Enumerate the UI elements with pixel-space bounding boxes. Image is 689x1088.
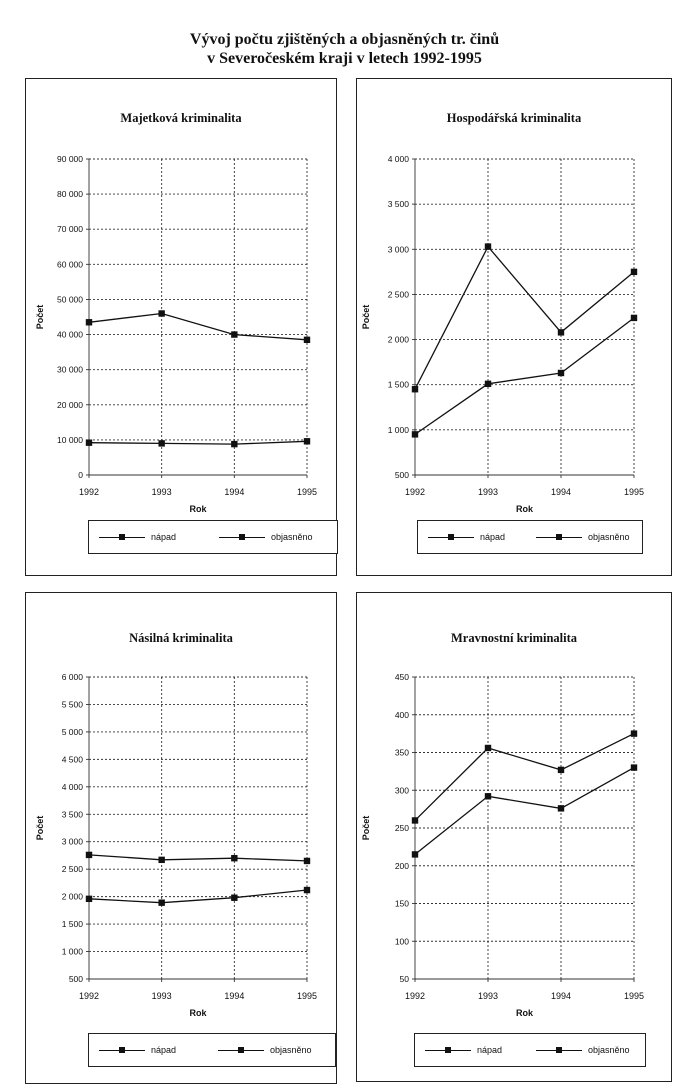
legend-label: nápad <box>151 1045 177 1055</box>
x-tick-label: 1993 <box>477 991 499 1001</box>
chart-panel-3 <box>25 592 337 1084</box>
data-point-1 <box>412 817 418 823</box>
x-axis-title: Rok <box>189 1008 207 1018</box>
chart-title: Hospodářská kriminalita <box>446 111 582 125</box>
legend-line-icon <box>99 1050 145 1051</box>
legend-marker-icon <box>119 534 125 540</box>
x-tick-label: 1995 <box>623 487 645 497</box>
legend-marker-icon <box>556 534 562 540</box>
x-tick-label: 1993 <box>151 487 172 497</box>
legend-marker-icon <box>239 534 245 540</box>
y-tick-label: 400 <box>394 709 409 720</box>
legend-line-icon <box>536 537 582 538</box>
y-tick-label: 4 000 <box>387 154 409 164</box>
x-tick-label: 1994 <box>224 991 245 1001</box>
y-tick-label: 500 <box>394 470 409 480</box>
y-tick-label: 4 000 <box>61 781 83 792</box>
data-point-2 <box>304 438 310 444</box>
x-tick-label: 1992 <box>78 991 100 1001</box>
series-line-2 <box>415 318 634 435</box>
page-title-line2: v Severočeském kraji v letech 1992-1995 <box>207 50 482 67</box>
legend-item-2 <box>536 1034 630 1066</box>
x-tick-label: 1993 <box>151 991 172 1001</box>
legend-label: objasněno <box>271 532 313 542</box>
series-line-1 <box>89 855 307 861</box>
y-tick-label: 500 <box>68 974 83 984</box>
series-line-1 <box>415 734 634 821</box>
data-point-2 <box>485 381 491 387</box>
legend-line-icon <box>536 1050 582 1051</box>
y-axis-title: Počet <box>361 304 371 330</box>
y-tick-label: 50 <box>399 974 409 984</box>
y-tick-label: 1 000 <box>387 424 409 435</box>
data-point-2 <box>158 899 164 905</box>
y-tick-label: 5 500 <box>61 699 83 710</box>
x-tick-label: 1992 <box>404 487 426 497</box>
legend-label: objasněno <box>588 1045 630 1055</box>
legend-label: nápad <box>477 1045 503 1055</box>
series-line-2 <box>89 441 307 444</box>
x-axis-title: Rok <box>189 504 207 514</box>
data-point-2 <box>631 315 637 321</box>
data-point-1 <box>158 310 164 316</box>
data-point-1 <box>304 858 310 864</box>
y-tick-label: 3 000 <box>387 244 409 255</box>
data-point-1 <box>86 852 92 858</box>
data-point-1 <box>86 319 92 325</box>
y-tick-label: 2 500 <box>387 289 409 300</box>
y-tick-label: 3 000 <box>61 836 83 847</box>
x-axis-title: Rok <box>515 1008 534 1018</box>
chart-panel-4 <box>356 592 672 1082</box>
legend-marker-icon <box>238 1047 244 1053</box>
legend-item-2 <box>219 521 313 553</box>
chart-panel-2 <box>356 78 672 576</box>
legend-marker-icon <box>556 1047 562 1053</box>
data-point-1 <box>558 329 564 335</box>
data-point-2 <box>86 439 92 445</box>
series-line-2 <box>415 768 634 855</box>
legend-line-icon <box>425 1050 471 1051</box>
legend-label: nápad <box>480 532 506 542</box>
y-tick-label: 80 000 <box>57 189 83 200</box>
legend-line-icon <box>218 1050 264 1051</box>
data-point-2 <box>631 764 637 770</box>
y-tick-label: 250 <box>394 823 409 833</box>
y-axis-title: Počet <box>35 815 45 841</box>
y-tick-label: 2 500 <box>61 864 83 875</box>
chart-svg <box>26 593 336 1083</box>
data-point-1 <box>231 855 237 861</box>
y-tick-label: 100 <box>394 936 409 947</box>
y-tick-label: 5 000 <box>61 726 83 737</box>
y-tick-label: 50 000 <box>57 294 83 305</box>
data-point-1 <box>631 269 637 275</box>
data-point-1 <box>558 767 564 773</box>
legend-line-icon <box>428 537 474 538</box>
x-axis-title: Rok <box>515 504 534 514</box>
series-line-1 <box>89 314 307 340</box>
x-tick-label: 1993 <box>477 487 499 497</box>
y-tick-label: 40 000 <box>57 329 83 340</box>
data-point-2 <box>412 851 418 857</box>
legend-marker-icon <box>119 1047 125 1053</box>
chart-svg <box>26 79 336 575</box>
y-tick-label: 3 500 <box>61 809 83 820</box>
y-tick-label: 6 000 <box>61 672 83 682</box>
y-tick-label: 350 <box>394 747 409 758</box>
x-tick-label: 1994 <box>550 991 572 1001</box>
x-tick-label: 1995 <box>296 991 318 1001</box>
y-tick-label: 1 000 <box>61 946 83 957</box>
y-tick-label: 4 500 <box>61 754 83 765</box>
y-tick-label: 150 <box>394 898 409 909</box>
series-line-1 <box>415 247 634 390</box>
x-tick-label: 1995 <box>623 991 645 1001</box>
data-point-1 <box>304 337 310 343</box>
y-tick-label: 70 000 <box>57 224 83 235</box>
legend-line-icon <box>99 537 145 538</box>
y-tick-label: 2 000 <box>61 891 83 902</box>
chart-svg <box>357 79 671 575</box>
x-tick-label: 1992 <box>404 991 426 1001</box>
y-tick-label: 90 000 <box>57 154 83 164</box>
legend-item-1 <box>428 521 505 553</box>
data-point-2 <box>231 441 237 447</box>
data-point-1 <box>485 243 491 249</box>
chart-title: Násilná kriminalita <box>129 631 233 645</box>
y-tick-label: 200 <box>394 860 409 871</box>
page-title <box>0 30 689 68</box>
y-tick-label: 30 000 <box>57 364 83 375</box>
x-tick-label: 1992 <box>78 487 100 497</box>
legend-item-1 <box>99 1034 176 1066</box>
data-point-1 <box>485 745 491 751</box>
data-point-1 <box>158 857 164 863</box>
data-point-2 <box>231 895 237 901</box>
y-tick-label: 2 000 <box>387 334 409 345</box>
chart-title: Majetková kriminalita <box>120 111 242 125</box>
data-point-2 <box>412 431 418 437</box>
y-tick-label: 450 <box>394 672 409 682</box>
legend-item-2 <box>218 1034 312 1066</box>
chart-legend <box>88 520 338 554</box>
legend-item-1 <box>99 521 176 553</box>
data-point-2 <box>304 887 310 893</box>
data-point-2 <box>558 370 564 376</box>
chart-legend <box>417 520 643 554</box>
data-point-2 <box>558 805 564 811</box>
page-title-line1: Vývoj počtu zjištěných a objasněných tr. činů <box>189 31 500 48</box>
y-tick-label: 0 <box>78 470 83 480</box>
y-tick-label: 1 500 <box>387 379 409 390</box>
legend-item-1 <box>425 1034 502 1066</box>
y-tick-label: 3 500 <box>387 199 409 210</box>
legend-label: objasněno <box>270 1045 312 1055</box>
y-axis-title: Počet <box>35 304 45 330</box>
data-point-1 <box>412 386 418 392</box>
x-tick-label: 1994 <box>224 487 245 497</box>
chart-legend <box>414 1033 646 1067</box>
data-point-1 <box>231 331 237 337</box>
chart-legend <box>88 1033 336 1067</box>
data-point-1 <box>631 730 637 736</box>
y-tick-label: 1 500 <box>61 919 83 930</box>
chart-panel-1 <box>25 78 337 576</box>
legend-label: objasněno <box>588 532 630 542</box>
y-tick-label: 300 <box>394 785 409 796</box>
data-point-2 <box>485 793 491 799</box>
y-tick-label: 60 000 <box>57 259 83 270</box>
y-tick-label: 10 000 <box>57 434 83 445</box>
legend-item-2 <box>536 521 630 553</box>
legend-line-icon <box>219 537 265 538</box>
chart-svg <box>357 593 671 1081</box>
legend-marker-icon <box>448 534 454 540</box>
data-point-2 <box>158 440 164 446</box>
x-tick-label: 1995 <box>296 487 318 497</box>
legend-marker-icon <box>445 1047 451 1053</box>
y-axis-title: Počet <box>361 815 371 841</box>
x-tick-label: 1994 <box>550 487 572 497</box>
y-tick-label: 20 000 <box>57 399 83 410</box>
chart-title: Mravnostní kriminalita <box>450 631 578 645</box>
data-point-2 <box>86 896 92 902</box>
legend-label: nápad <box>151 532 177 542</box>
